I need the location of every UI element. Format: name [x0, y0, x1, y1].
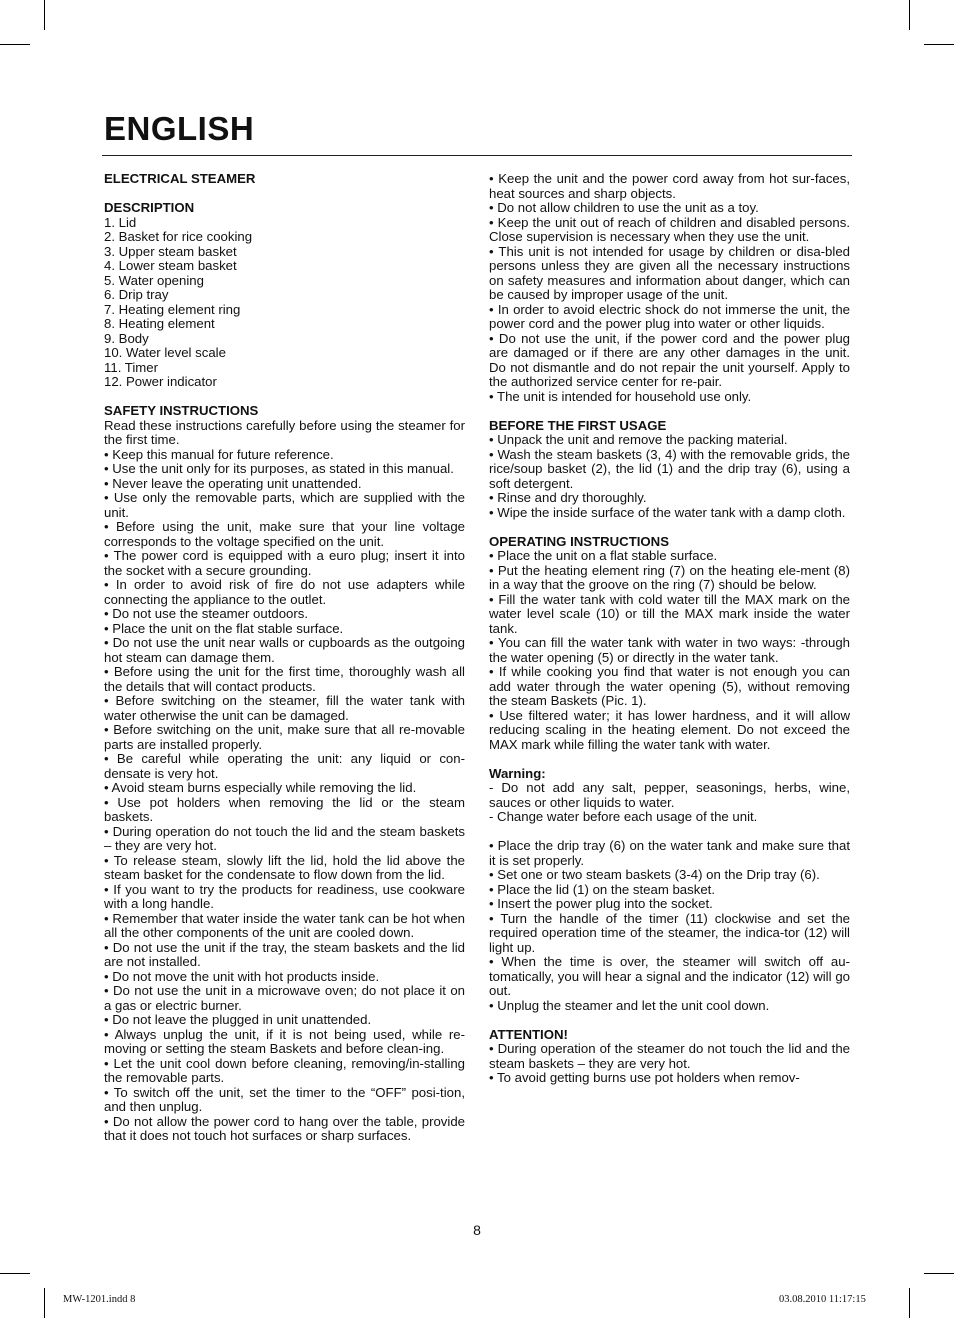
paragraph-spacer [489, 752, 850, 767]
body-paragraph: - Change water before each usage of the unit. [489, 809, 758, 824]
section-heading: OPERATING INSTRUCTIONS [489, 533, 669, 549]
body-paragraph: • Rinse and dry thoroughly. [489, 490, 647, 505]
title-divider [102, 155, 852, 156]
body-paragraph: • Do not move the unit with hot products inside. [104, 968, 380, 984]
body-paragraph: 7. Heating element ring [104, 301, 241, 317]
body-paragraph: • To switch off the unit, set the timer to the “OFF” posi-tion, and then unplug. [104, 1084, 465, 1114]
body-paragraph: • Avoid steam burns especially while removing the lid. [104, 780, 417, 795]
body-paragraph: • Never leave the operating unit unattended. [104, 475, 362, 491]
body-paragraph: 1. Lid [104, 214, 137, 230]
body-paragraph: • Be careful while operating the unit: any liquid or con-densate is very hot. [104, 751, 465, 781]
body-paragraph: • Use pot holders when removing the lid or the steam baskets. [104, 794, 465, 824]
paragraph-spacer [104, 390, 465, 405]
crop-mark [44, 0, 45, 30]
crop-mark [0, 44, 30, 45]
page-number: 8 [473, 1222, 481, 1238]
body-paragraph: • Put the heating element ring (7) on the heating ele-ment (8) in a way that the groove on the ring (7) should be below. [489, 562, 850, 592]
body-paragraph: • To avoid getting burns use pot holders when remov- [489, 1070, 800, 1085]
page-title: ENGLISH [104, 110, 255, 147]
body-paragraph: 9. Body [104, 330, 149, 346]
body-paragraph: • Always unplug the unit, if it is not being used, while re-moving or setting the steam Baskets and before clean-ing. [104, 1026, 465, 1056]
body-paragraph: Read these instructions carefully before using the steamer for the first time. [104, 417, 465, 447]
body-paragraph: • During operation of the steamer do not touch the lid and the steam baskets – they are very hot. [489, 1041, 850, 1071]
body-paragraph: • Set one or two steam baskets (3-4) on the Drip tray (6). [489, 867, 820, 882]
body-paragraph: 3. Upper steam basket [104, 243, 237, 259]
body-paragraph: • Use the unit only for its purposes, as stated in this manual. [104, 461, 454, 476]
body-paragraph: 5. Water opening [104, 272, 204, 288]
body-paragraph: • Keep the unit and the power cord away from hot sur-faces, heat sources and sharp objects. [489, 171, 850, 201]
body-paragraph: • Place the unit on a flat stable surface. [489, 548, 718, 563]
body-paragraph: 10. Water level scale [104, 345, 226, 360]
body-paragraph: • Do not allow the power cord to hang over the table, provide that it does not touch hot surfaces or sharp surfaces. [104, 1113, 465, 1143]
body-paragraph: • This unit is not intended for usage by children or disa-bled persons unless they are given all the necessary instructions on safety measures and information about danger, which can be caused by improper usage of the unit. [489, 243, 850, 302]
body-paragraph: • The power cord is equipped with a euro plug; insert it into the socket with a secure grounding. [104, 548, 465, 578]
footer-timestamp: 03.08.2010 11:17:15 [779, 1294, 866, 1305]
footer-filename: MW-1201.indd 8 [63, 1294, 136, 1305]
crop-mark [909, 0, 910, 30]
body-paragraph: • If you want to try the products for readiness, use cookware with a long handle. [104, 881, 465, 911]
paragraph-spacer [489, 520, 850, 535]
crop-mark [924, 1273, 954, 1274]
section-heading: SAFETY INSTRUCTIONS [104, 403, 259, 418]
body-paragraph: • Use only the removable parts, which are supplied with the unit. [104, 490, 465, 520]
body-paragraph: • Unpack the unit and remove the packing material. [489, 432, 788, 447]
body-paragraph: • Do not use the unit if the tray, the steam baskets and the lid are not installed. [104, 939, 465, 969]
body-paragraph: • Do not use the unit near walls or cupboards as the outgoing hot steam can damage them. [104, 635, 465, 665]
body-paragraph: 11. Timer [104, 359, 158, 375]
body-paragraph: • Before using the unit, make sure that your line voltage corresponds to the voltage specified on the unit. [104, 519, 465, 549]
paragraph-spacer [489, 404, 850, 419]
body-paragraph: • Insert the power plug into the socket. [489, 896, 713, 911]
crop-mark [44, 1288, 45, 1318]
body-paragraph: • During operation do not touch the lid and the steam baskets – they are very hot. [104, 823, 465, 853]
body-paragraph: - Do not add any salt, pepper, seasonings, herbs, wine, sauces or other liquids to water. [489, 780, 850, 810]
body-paragraph: • Use filtered water; it has lower hardness, and it will allow reducing scaling in the heating element. Do not exceed the MAX mark while filling the water tank with water. [489, 707, 850, 752]
body-paragraph: • The unit is intended for household use only. [489, 388, 752, 404]
body-paragraph: • Before switching on the unit, make sure that all re-movable parts are installed properly. [104, 722, 465, 752]
section-heading: ELECTRICAL STEAMER [104, 171, 256, 186]
body-paragraph: • Do not use the steamer outdoors. [104, 606, 309, 621]
body-paragraph: 12. Power indicator [104, 374, 217, 389]
body-paragraph: • Do not leave the plugged in unit unattended. [104, 1012, 372, 1027]
body-paragraph: • Place the unit on the flat stable surface. [104, 620, 344, 636]
paragraph-spacer [489, 825, 850, 840]
body-paragraph: • When the time is over, the steamer will switch off au-tomatically, you will hear a signal and the indicator (12) will go out. [489, 954, 850, 998]
section-heading: BEFORE THE FIRST USAGE [489, 417, 667, 433]
body-paragraph: • Do not use the unit in a microwave oven; do not place it on a gas or electric burner. [104, 983, 465, 1013]
body-paragraph: • Do not allow children to use the unit as a toy. [489, 200, 759, 215]
body-paragraph: 4. Lower steam basket [104, 258, 237, 273]
body-paragraph: • Let the unit cool down before cleaning, removing/in-stalling the removable parts. [104, 1055, 465, 1085]
section-heading: ATTENTION! [489, 1026, 568, 1042]
body-paragraph: 8. Heating element [104, 316, 215, 331]
body-paragraph: • You can fill the water tank with water in two ways: -through the water opening (5) or directly in the water tank. [489, 635, 850, 665]
body-paragraph: • In order to avoid electric shock do not immerse the unit, the power cord and the power plug into water or other liquids. [489, 301, 850, 331]
body-paragraph: • Place the lid (1) on the steam basket. [489, 881, 715, 897]
body-paragraph: • Do not use the unit, if the power cord and the power plug are damaged or if there are any other damages in the unit. Do not dismantle and do not repair the unit yourself. Apply to the authorized service center for re-pair. [489, 330, 850, 389]
crop-mark [924, 44, 954, 45]
body-paragraph: 6. Drip tray [104, 287, 169, 302]
paragraph-spacer [489, 1013, 850, 1028]
body-paragraph: • Keep the unit out of reach of children and disabled persons. Close supervision is necessary when they use the unit. [489, 214, 850, 244]
body-paragraph: • Keep this manual for future reference. [104, 446, 334, 462]
body-paragraph: • Before switching on the steamer, fill the water tank with water otherwise the unit can be damaged. [104, 693, 465, 723]
right-column [489, 172, 850, 1086]
body-paragraph: • Fill the water tank with cold water till the MAX mark on the water level scale (10) or till the MAX mark inside the water tank. [489, 591, 850, 636]
left-column [104, 172, 465, 1144]
body-paragraph: • Place the drip tray (6) on the water tank and make sure that it is set properly. [489, 838, 850, 868]
section-heading: Warning: [489, 765, 546, 781]
crop-mark [0, 1273, 30, 1274]
body-paragraph: • If while cooking you find that water is not enough you can add water through the water opening (5), without removing the steam Baskets (Pic. 1). [489, 664, 850, 708]
crop-mark [909, 1288, 910, 1318]
body-paragraph: 2. Basket for rice cooking [104, 229, 253, 244]
body-paragraph: • Turn the handle of the timer (11) clockwise and set the required operation time of the steamer, the indica-tor (12) will light up. [489, 910, 850, 955]
body-paragraph: • In order to avoid risk of fire do not use adapters while connecting the appliance to the outlet. [104, 577, 465, 607]
section-heading: DESCRIPTION [104, 200, 195, 215]
body-paragraph: • Wash the steam baskets (3, 4) with the removable grids, the rice/soup basket (2), the lid (1) and the drip tray (6), using a soft detergent. [489, 446, 850, 491]
body-paragraph: • To release steam, slowly lift the lid, hold the lid above the steam basket for the condensate to flow down from the lid. [104, 852, 465, 882]
body-paragraph: • Unplug the steamer and let the unit cool down. [489, 997, 770, 1013]
paragraph-spacer [104, 187, 465, 202]
body-paragraph: • Remember that water inside the water tank can be hot when all the other components of the unit are cooled down. [104, 910, 465, 940]
body-paragraph: • Wipe the inside surface of the water tank with a damp cloth. [489, 504, 846, 520]
body-paragraph: • Before using the unit for the first time, thoroughly wash all the details that will contact products. [104, 664, 465, 694]
